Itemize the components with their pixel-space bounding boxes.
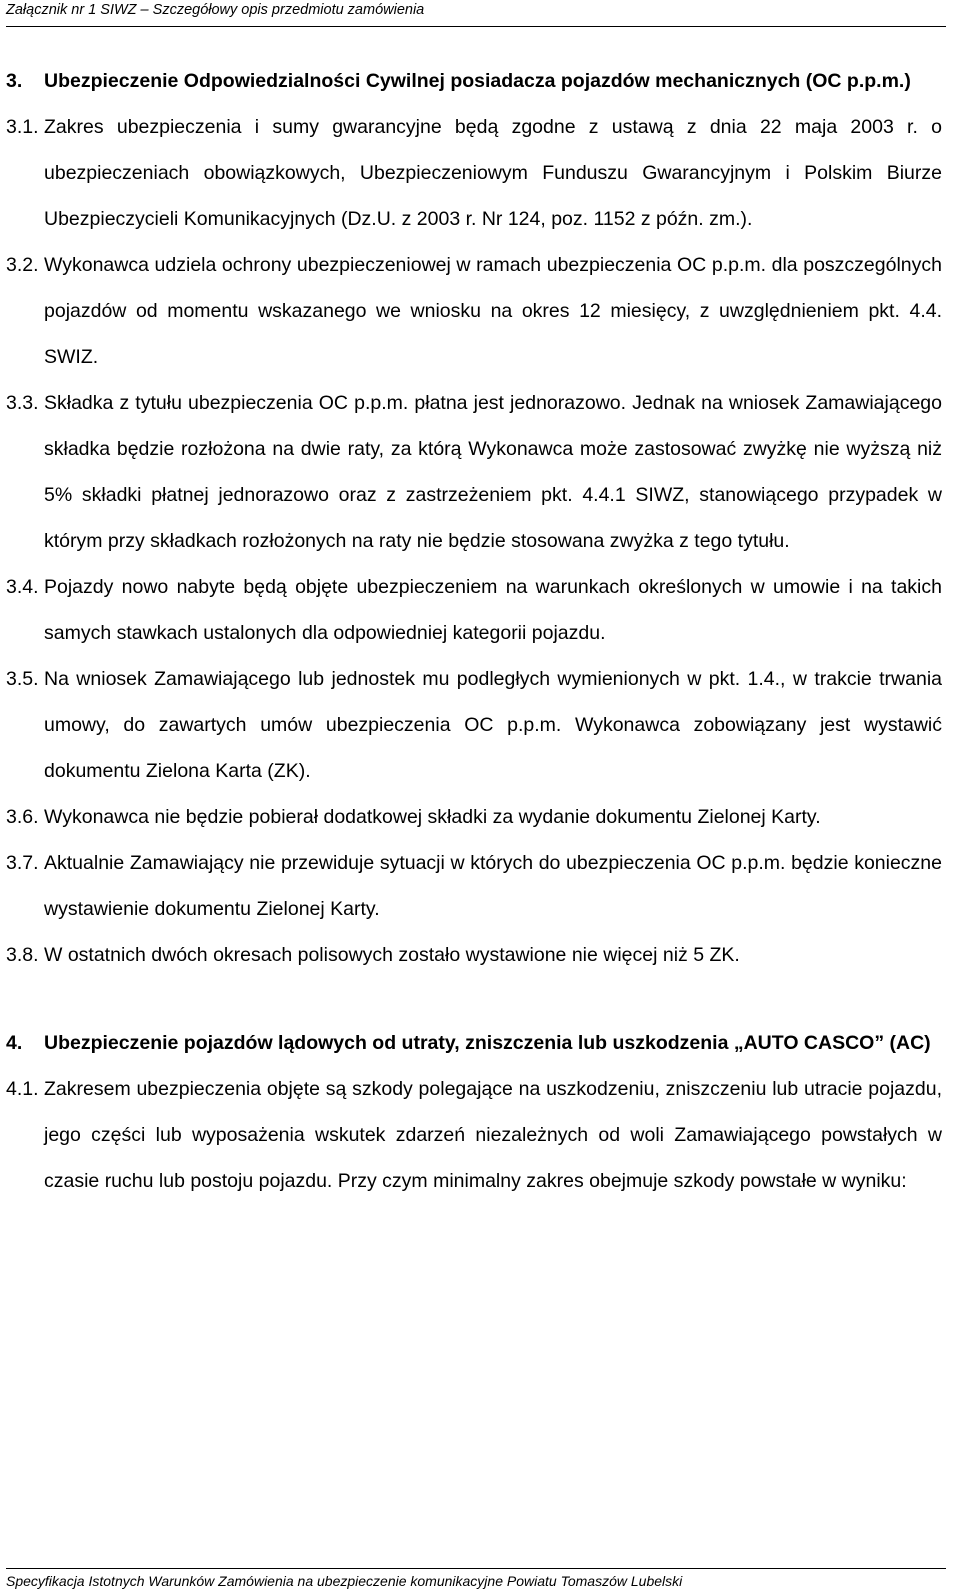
paragraph-text: Zakres ubezpieczenia i sumy gwarancyjne będą zgodne z ustawą z dnia 22 maja 2003 r. o ubezpieczeniach obowiązkowych, Ubezpieczeniowym Funduszu Gwarancyjnym i Polskim Biurze Ubezpieczycieli Komunikacyjnych (Dz.U. z 2003 r. Nr 124, poz. 1152 z późn. zm.). xyxy=(44,116,942,230)
section-number: 3. xyxy=(6,70,23,92)
paragraph-text: W ostatnich dwóch okresach polisowych zostało wystawione nie więcej niż 5 ZK. xyxy=(44,944,740,966)
paragraph-3-8 xyxy=(6,932,942,978)
section-heading-4 xyxy=(6,1020,942,1066)
paragraph-4-1 xyxy=(6,1066,942,1204)
paragraph-number: 3.5. xyxy=(6,668,39,690)
paragraph-number: 3.1. xyxy=(6,116,39,138)
paragraph-number: 3.7. xyxy=(6,852,39,874)
paragraph-text: Zakresem ubezpieczenia objęte są szkody polegające na uszkodzeniu, zniszczeniu lub utracie pojazdu, jego części lub wyposażenia wskutek zdarzeń niezależnych od woli Zamawiającego powstałych w czasie ruchu lub postoju pojazdu. Przy czym minimalny zakres obejmuje szkody powstałe w wyniku: xyxy=(44,1078,942,1192)
paragraph-3-3 xyxy=(6,380,942,564)
page-footer-text: Specyfikacja Istotnych Warunków Zamówienia na ubezpieczenie komunikacyjne Powiatu Tomaszów Lubelski xyxy=(6,1573,683,1589)
paragraph-3-7 xyxy=(6,840,942,932)
paragraph-number: 3.4. xyxy=(6,576,39,598)
paragraph-number: 4.1. xyxy=(6,1078,39,1100)
paragraph-number: 3.8. xyxy=(6,944,39,966)
section-title: Ubezpieczenie pojazdów lądowych od utraty, zniszczenia lub uszkodzenia „AUTO CASCO” (AC) xyxy=(44,1032,931,1054)
paragraph-number: 3.3. xyxy=(6,392,39,414)
paragraph-text: Aktualnie Zamawiający nie przewiduje sytuacji w których do ubezpieczenia OC p.p.m. będzie konieczne wystawienie dokumentu Zielonej Karty. xyxy=(44,852,942,920)
paragraph-text: Pojazdy nowo nabyte będą objęte ubezpieczeniem na warunkach określonych w umowie i na takich samych stawkach ustalonych dla odpowiedniej kategorii pojazdu. xyxy=(44,576,942,644)
paragraph-number: 3.2. xyxy=(6,254,39,276)
paragraph-3-2 xyxy=(6,242,942,380)
paragraph-3-4 xyxy=(6,564,942,656)
document-body xyxy=(6,58,942,1204)
paragraph-text: Wykonawca nie będzie pobierał dodatkowej składki za wydanie dokumentu Zielonej Karty. xyxy=(44,806,821,828)
page-header xyxy=(6,0,946,27)
section-spacer xyxy=(6,978,942,1020)
section-title: Ubezpieczenie Odpowiedzialności Cywilnej posiadacza pojazdów mechanicznych (OC p.p.m.) xyxy=(44,70,911,92)
paragraph-3-5 xyxy=(6,656,942,794)
paragraph-text: Składka z tytułu ubezpieczenia OC p.p.m. płatna jest jednorazowo. Jednak na wniosek Zamawiającego składka będzie rozłożona na dwie raty, za którą Wykonawca może zastosować zwyżkę nie wyższą niż 5% składki płatnej jednorazowo oraz z zastrzeżeniem pkt. 4.4.1 SIWZ, stanowiącego przypadek w którym przy składkach rozłożonych na raty nie będzie stosowana zwyżka z tego tytułu. xyxy=(44,392,942,552)
section-number: 4. xyxy=(6,1032,23,1054)
page-footer xyxy=(6,1568,946,1591)
page-header-text: Załącznik nr 1 SIWZ – Szczegółowy opis przedmiotu zamówienia xyxy=(6,2,425,18)
paragraph-number: 3.6. xyxy=(6,806,39,828)
paragraph-3-1 xyxy=(6,104,942,242)
paragraph-3-6 xyxy=(6,794,942,840)
paragraph-text: Na wniosek Zamawiającego lub jednostek mu podległych wymienionych w pkt. 1.4., w trakcie trwania umowy, do zawartych umów ubezpieczenia OC p.p.m. Wykonawca zobowiązany jest wystawić dokumentu Zielona Karta (ZK). xyxy=(44,668,942,782)
paragraph-text: Wykonawca udziela ochrony ubezpieczeniowej w ramach ubezpieczenia OC p.p.m. dla poszczególnych pojazdów od momentu wskazanego we wniosku na okres 12 miesięcy, z uwzględnieniem pkt. 4.4. SWIZ. xyxy=(44,254,942,368)
section-heading-3 xyxy=(6,58,942,104)
